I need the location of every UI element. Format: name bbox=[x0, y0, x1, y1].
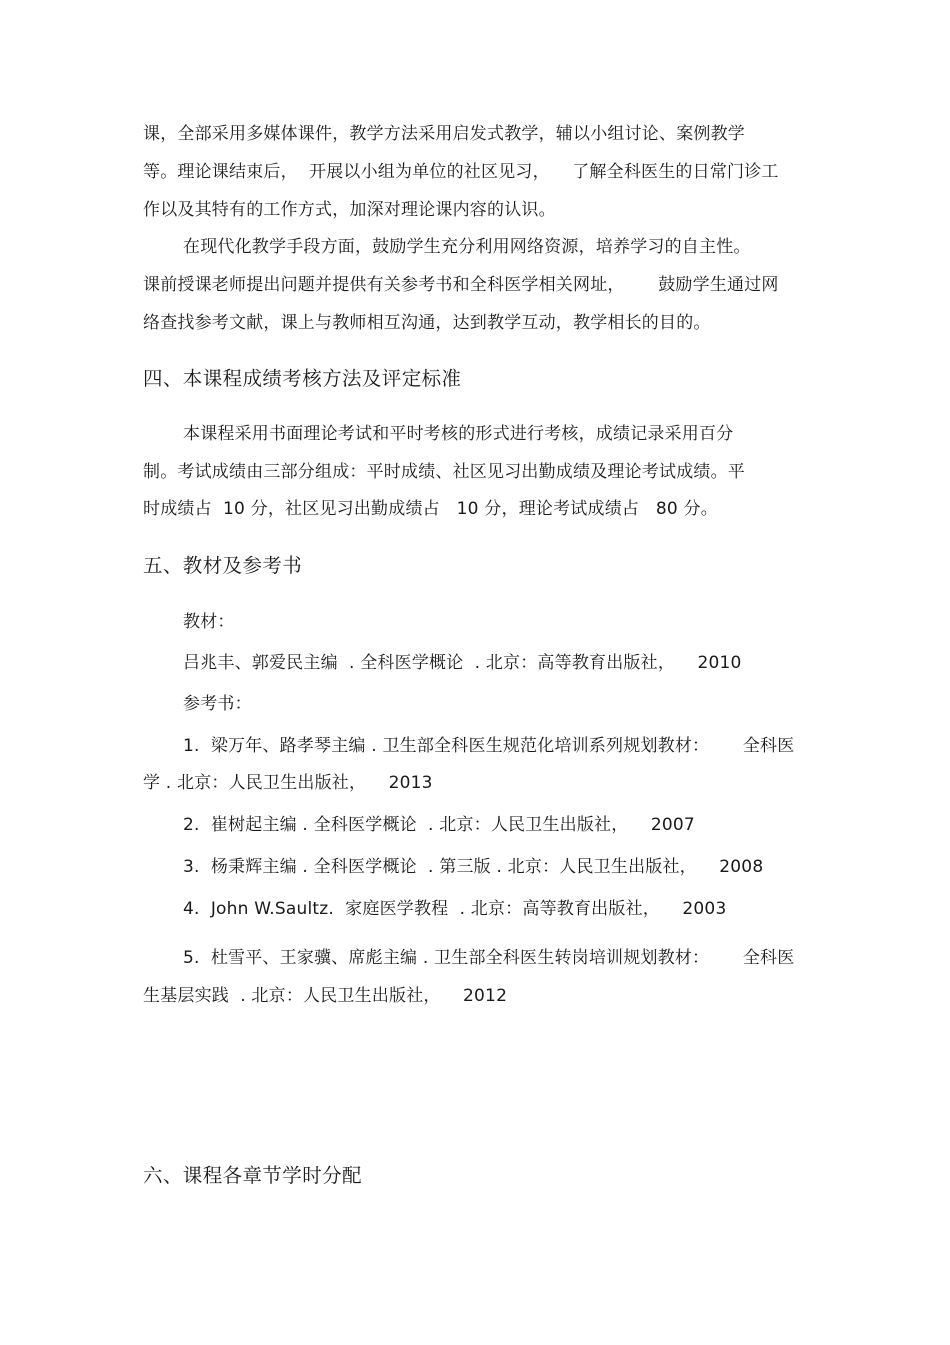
section-heading: 五、教材及参考书 bbox=[143, 554, 303, 577]
textbook-entry: 吕兆丰、郭爱民主编 . 全科医学概论 . 北京：高等教育出版社， 2010 bbox=[183, 653, 742, 673]
paragraph-line: 本课程采用书面理论考试和平时考核的形式进行考核，成绩记录采用百分 bbox=[183, 424, 734, 444]
references-label: 参考书： bbox=[183, 694, 252, 714]
paragraph-line: 在现代化教学手段方面，鼓励学生充分利用网络资源，培养学习的自主性。 bbox=[183, 237, 751, 257]
paragraph-line: 络查找参考文献，课上与教师相互沟通，达到教学互动，教学相长的目的。 bbox=[143, 313, 711, 333]
textbook-label: 教材： bbox=[183, 612, 235, 632]
paragraph-line: 制。考试成绩由三部分组成：平时成绩、社区见习出勤成绩及理论考试成绩。平 bbox=[143, 462, 745, 482]
paragraph-line: 课，全部采用多媒体课件，教学方法采用启发式教学，辅以小组讨论、案例教学 bbox=[143, 124, 745, 144]
paragraph-line: 作以及其特有的工作方式，加深对理论课内容的认识。 bbox=[143, 200, 556, 220]
paragraph-line: 时成绩占 10 分，社区见习出勤成绩占 10 分，理论考试成绩占 80 分。 bbox=[143, 499, 718, 519]
reference-item: 1. 梁万年、路孝琴主编 . 卫生部全科医生规范化培训系列规划教材： 全科医 bbox=[183, 736, 795, 756]
reference-item: 3. 杨秉辉主编 . 全科医学概论 . 第三版 . 北京：人民卫生出版社， 2008 bbox=[183, 857, 764, 877]
reference-item: 2. 崔树起主编 . 全科医学概论 . 北京：人民卫生出版社， 2007 bbox=[183, 815, 695, 835]
paragraph-line: 等。理论课结束后， 开展以小组为单位的社区见习， 了解全科医生的日常门诊工 bbox=[143, 162, 779, 182]
paragraph-line: 课前授课老师提出问题并提供有关参考书和全科医学相关网址， 鼓励学生通过网 bbox=[143, 275, 779, 295]
reference-item-continuation: 生基层实践 . 北京：人民卫生出版社， 2012 bbox=[143, 986, 508, 1006]
reference-item: 4. John W.Saultz. 家庭医学教程 . 北京：高等教育出版社， 2003 bbox=[183, 899, 727, 919]
reference-item: 5. 杜雪平、王家骥、席彪主编 . 卫生部全科医生转岗培训规划教材： 全科医 bbox=[183, 948, 795, 968]
reference-item-continuation: 学 . 北京：人民卫生出版社， 2013 bbox=[143, 773, 433, 793]
section-heading: 四、本课程成绩考核方法及评定标准 bbox=[143, 367, 462, 390]
section-heading: 六、课程各章节学时分配 bbox=[143, 1164, 362, 1187]
